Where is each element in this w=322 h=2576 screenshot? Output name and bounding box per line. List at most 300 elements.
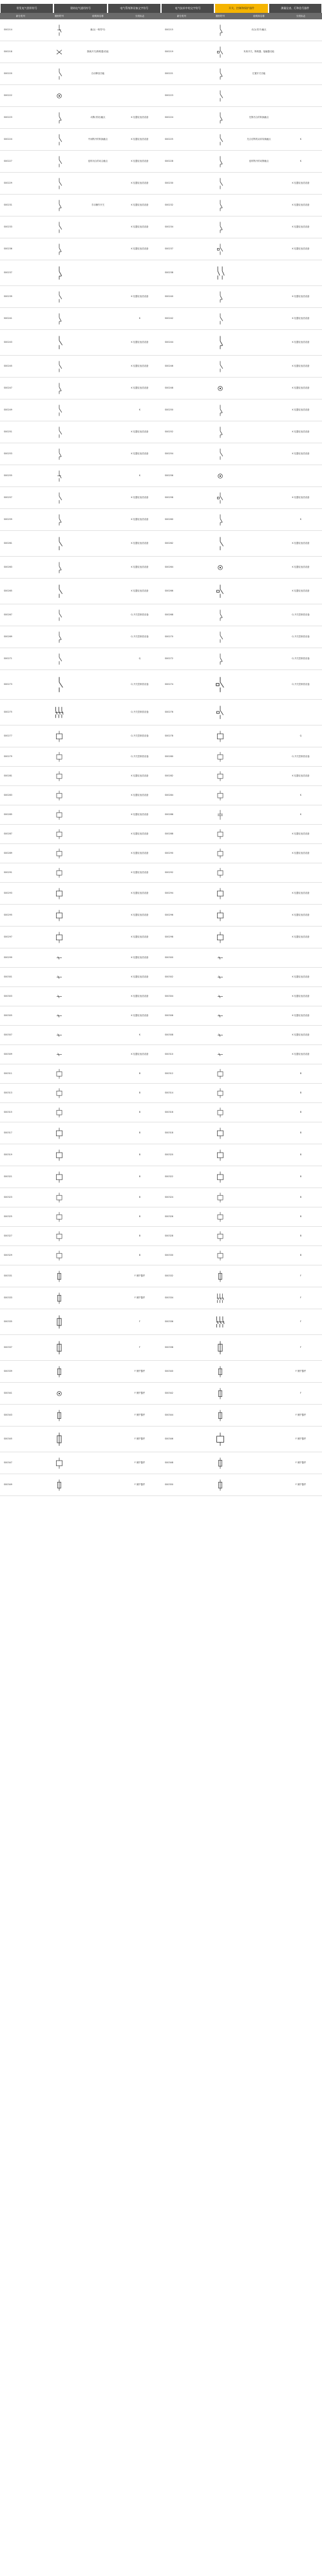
symbol-code-right: S00225	[165, 138, 173, 141]
symbol-code-left: S00269	[4, 635, 12, 639]
symbol-name-right	[238, 1227, 279, 1245]
symbol-code-left: S00241	[4, 317, 12, 320]
tab-2[interactable]: 电气系统和设备文字符号	[108, 4, 160, 13]
symbol-name-right	[238, 557, 279, 578]
symbol-code-left: S00243	[4, 341, 12, 344]
symbol-graphic-right	[202, 747, 238, 766]
symbol-code-right: S00318	[165, 1131, 173, 1135]
symbol-category-left: F	[139, 1346, 140, 1349]
symbol-graphic-left	[41, 1246, 77, 1265]
symbol-category-left: Q 开关控制类设备	[131, 755, 149, 758]
circle-dot-icon	[52, 1387, 66, 1400]
symbol-name-right	[238, 968, 279, 986]
symbol-category-right	[279, 41, 322, 62]
box-icon	[52, 1250, 66, 1261]
symbol-name-left	[77, 173, 118, 194]
symbol-graphic-right	[202, 1452, 238, 1474]
symbol-name-left	[77, 1227, 118, 1245]
box-icon	[52, 867, 66, 878]
symbol-category-right: Q 开关控制类设备	[292, 755, 310, 758]
table-row	[0, 85, 322, 107]
symbol-graphic-right	[202, 487, 238, 508]
symbol-graphic-left	[41, 107, 77, 128]
symbol-code-left: S00214	[4, 28, 12, 32]
symbol-category-right: K 仪器仪表类设备	[292, 430, 310, 434]
symbol-category-left: K 仪器仪表类设备	[131, 794, 149, 797]
box-icon	[213, 829, 227, 840]
symbol-name-left	[77, 805, 118, 824]
symbol-graphic-left	[41, 648, 77, 669]
symbol-category-left: K 仪器仪表类设备	[131, 1014, 149, 1017]
symbol-code-right: S00334	[165, 1296, 173, 1300]
table-row	[0, 107, 322, 129]
contact-open-icon	[52, 514, 66, 526]
symbol-code-right: S00326	[165, 1215, 173, 1218]
switch-open-icon	[52, 221, 66, 234]
symbol-graphic-right	[202, 330, 238, 355]
symbol-graphic-right	[202, 531, 238, 556]
symbol-category-right: Q 开关控制类设备	[292, 635, 310, 639]
symbol-graphic-right	[202, 1227, 238, 1245]
symbol-graphic-right	[202, 1287, 238, 1309]
symbol-name-right	[238, 1122, 279, 1144]
fuse-icon	[52, 1292, 66, 1305]
symbol-name-left	[77, 1166, 118, 1187]
tab-3[interactable]: 电气技术中的文字符号	[162, 4, 214, 13]
symbol-name-left	[77, 747, 118, 766]
symbol-graphic-left	[41, 356, 77, 377]
symbol-table-body	[0, 19, 322, 2576]
symbol-code-right: S00219	[165, 50, 173, 53]
switch-open-icon	[52, 609, 66, 622]
symbol-code-right: S00306	[165, 1014, 173, 1017]
symbol-graphic-right	[202, 1144, 238, 1166]
contact-open-icon	[213, 221, 227, 234]
symbol-category-right: K 仪器仪表类设备	[292, 590, 310, 593]
symbol-name-left	[77, 1006, 118, 1025]
table-row	[0, 356, 322, 378]
symbol-category-left: K 仪器仪表类设备	[131, 832, 149, 836]
fuse-icon	[52, 1479, 66, 1492]
symbol-name-left	[77, 1309, 118, 1334]
box-icon	[52, 790, 66, 801]
symbol-name-right	[238, 1084, 279, 1102]
symbol-graphic-right	[202, 173, 238, 194]
symbol-name-right	[238, 1188, 279, 1207]
symbol-graphic-left	[41, 1026, 77, 1044]
table-row	[0, 1227, 322, 1246]
symbol-graphic-left	[41, 1006, 77, 1025]
symbol-category-right: F 保护器件	[295, 1461, 307, 1465]
table-row	[0, 1103, 322, 1122]
table-row	[0, 1026, 322, 1045]
symbol-category-left: K 仪器仪表类设备	[131, 138, 149, 141]
symbol-graphic-left	[41, 465, 77, 486]
fuse-icon	[213, 1340, 227, 1355]
symbol-name-right: 位置开关功能	[252, 72, 266, 75]
table-row	[0, 905, 322, 927]
symbol-name-right	[238, 85, 279, 106]
symbol-graphic-right	[202, 626, 238, 648]
symbol-category-right: F	[300, 1320, 301, 1323]
symbol-name-right	[238, 1064, 279, 1083]
symbol-graphic-left	[41, 330, 77, 355]
symbol-graphic-right	[202, 948, 238, 967]
symbol-graphic-left	[41, 927, 77, 948]
symbol-category-right: Q 开关控制类设备	[292, 613, 310, 617]
symbol-name-right	[238, 786, 279, 805]
symbol-code-right: S00322	[165, 1175, 173, 1178]
symbol-graphic-left	[41, 863, 77, 882]
tab-4[interactable]: 开关、控制和保护器件	[215, 4, 267, 13]
fuse-icon	[52, 1432, 66, 1447]
symbol-name-left	[77, 648, 118, 669]
symbol-category-left: F 保护器件	[134, 1370, 146, 1373]
symbol-category-right: B	[299, 1131, 302, 1135]
contact-open-icon	[213, 404, 227, 417]
symbol-name-left	[77, 579, 118, 604]
symbol-graphic-right	[202, 465, 238, 486]
switch-open-icon	[213, 448, 227, 461]
column-header: 分类标志	[135, 15, 145, 17]
symbol-name-right	[238, 1207, 279, 1226]
symbol-code-left: S00329	[4, 1254, 12, 1257]
symbol-graphic-left	[41, 1103, 77, 1122]
symbol-code-right: S00262	[165, 542, 173, 545]
symbol-category-left: B	[138, 1153, 141, 1157]
text-sym-icon	[213, 991, 227, 1002]
symbol-code-right: S00246	[165, 365, 173, 368]
table-row	[0, 260, 322, 286]
symbol-name-left	[77, 670, 118, 699]
table-row	[0, 1427, 322, 1452]
symbol-graphic-right	[202, 825, 238, 843]
symbol-category-left: K 仪器仪表类设备	[131, 976, 149, 979]
double-switch-icon	[213, 265, 227, 280]
symbol-code-left: S00321	[4, 1175, 12, 1178]
symbol-graphic-left	[41, 378, 77, 399]
symbol-code-left: S00291	[4, 871, 12, 874]
box-icon	[213, 887, 227, 900]
symbol-code-left: S00323	[4, 1196, 12, 1199]
fuse-icon	[52, 1340, 66, 1355]
symbol-name-left	[77, 1335, 118, 1360]
symbol-name-left	[77, 767, 118, 785]
symbol-name-left	[77, 557, 118, 578]
symbol-graphic-left	[41, 786, 77, 805]
symbol-code-left: S00343	[4, 1414, 12, 1417]
symbol-name-right	[238, 1474, 279, 1495]
symbol-category-left: B	[138, 1235, 141, 1238]
tab-0[interactable]: 常见电气图形符号	[1, 4, 53, 13]
symbol-category-left: K	[138, 1033, 141, 1037]
symbol-category-left: K 仪器仪表类设备	[131, 226, 149, 229]
symbol-name-left	[77, 443, 118, 465]
contact-open-icon	[52, 265, 66, 280]
symbol-code-right: S00314	[165, 1091, 173, 1095]
symbol-code-right: S00346	[165, 1437, 173, 1441]
symbol-category-left: K 仪器仪表类设备	[131, 914, 149, 917]
symbol-category-right: B	[299, 1196, 302, 1199]
symbol-name-right	[238, 399, 279, 421]
symbol-category-right: K 仪器仪表类设备	[292, 892, 310, 895]
contact-open-icon	[52, 631, 66, 644]
switch-open-icon	[213, 360, 227, 373]
symbol-name-right	[238, 700, 279, 725]
symbol-name-right	[238, 531, 279, 556]
symbol-graphic-left	[41, 844, 77, 863]
symbol-category-right: B	[299, 1091, 302, 1095]
contact-open-icon	[52, 243, 66, 256]
symbol-code-right: S00260	[165, 518, 173, 521]
symbol-code-left: S00263	[4, 566, 12, 569]
symbol-code-right: S00338	[165, 1346, 173, 1349]
symbol-graphic-left	[41, 487, 77, 508]
symbol-name-right	[238, 1045, 279, 1064]
box-icon	[213, 1107, 227, 1118]
symbol-name-left	[77, 1084, 118, 1102]
symbol-graphic-right	[202, 286, 238, 307]
symbol-code-right: S00270	[165, 635, 173, 639]
symbol-name-right	[238, 195, 279, 216]
symbol-graphic-left	[41, 195, 77, 216]
symbol-graphic-left	[41, 216, 77, 238]
symbol-category-right: B	[299, 1153, 302, 1157]
multi-switch-icon	[52, 705, 66, 720]
symbol-graphic-right	[202, 1427, 238, 1452]
symbol-name-right	[238, 1103, 279, 1122]
box-icon	[213, 751, 227, 762]
symbol-name-right	[238, 1309, 279, 1334]
symbol-name-left	[77, 509, 118, 530]
symbol-code-right: S00308	[165, 1033, 173, 1037]
table-row	[0, 1474, 322, 1496]
symbol-name-left	[77, 286, 118, 307]
contact-open-icon	[213, 68, 227, 81]
symbol-graphic-right	[202, 844, 238, 863]
symbol-name-right	[238, 1246, 279, 1265]
switch-open-icon	[52, 335, 66, 350]
symbol-name-right: 延时断开的动断触点	[249, 160, 269, 163]
symbol-name-left	[77, 1452, 118, 1474]
symbol-category-left: B	[138, 1091, 141, 1095]
symbol-category-left: Q 开关控制类设备	[131, 683, 149, 686]
symbol-name-right	[238, 1361, 279, 1382]
symbol-category-right: K 仪器仪表类设备	[292, 365, 310, 368]
box-icon	[52, 751, 66, 762]
symbol-graphic-left	[41, 531, 77, 556]
tab-5[interactable]: 测量仪表、灯和信号器件	[269, 4, 321, 13]
symbol-code-right: S00298	[165, 936, 173, 939]
symbol-category-right: K 仪器仪表类设备	[292, 542, 310, 545]
symbol-graphic-left	[41, 1084, 77, 1102]
symbol-name-left	[77, 1103, 118, 1122]
symbol-category-right: K 仪器仪表类设备	[292, 295, 310, 298]
box-icon	[213, 867, 227, 878]
fuse-icon	[52, 1314, 66, 1329]
symbol-code-right: S00320	[165, 1153, 173, 1157]
symbol-name-left	[77, 927, 118, 948]
symbol-graphic-left	[41, 604, 77, 626]
box-icon	[52, 1231, 66, 1242]
symbol-graphic-right	[202, 726, 238, 747]
symbol-category-right: K	[299, 138, 302, 141]
symbol-category-right: F	[300, 1392, 301, 1395]
table-row	[0, 1361, 322, 1383]
symbol-category-left: Q 开关控制类设备	[131, 635, 149, 639]
symbol-code-right: S00294	[165, 892, 173, 895]
cross-contact-icon	[52, 470, 66, 483]
box-icon	[213, 1192, 227, 1203]
tab-1[interactable]: 建筑电气通用符号	[54, 4, 106, 13]
symbol-code-left: S00303	[4, 995, 12, 998]
symbol-code-left: S00299	[4, 956, 12, 959]
contact-open-icon	[52, 312, 66, 325]
switch-open-icon	[52, 291, 66, 303]
symbol-category-right: K	[299, 794, 302, 797]
symbol-code-right: S00215	[165, 28, 173, 32]
symbol-graphic-left	[41, 1405, 77, 1426]
switch-open-icon	[52, 360, 66, 373]
box-icon	[213, 1211, 227, 1222]
symbol-graphic-right	[202, 151, 238, 172]
symbol-code-right: S00248	[165, 387, 173, 390]
symbol-name-right	[238, 648, 279, 669]
table-row	[0, 308, 322, 330]
symbol-graphic-left	[41, 443, 77, 465]
text-sym-icon	[52, 972, 66, 983]
box-icon	[213, 848, 227, 859]
symbol-name-left	[77, 948, 118, 967]
symbol-graphic-right	[202, 883, 238, 904]
table-row	[0, 1246, 322, 1265]
symbol-category-right	[279, 700, 322, 725]
symbol-graphic-right	[202, 1405, 238, 1426]
symbol-code-left: S00218	[4, 50, 12, 53]
symbol-graphic-right	[202, 85, 238, 106]
symbol-category-right: Q 开关控制类设备	[292, 657, 310, 660]
symbol-category-right: K 仪器仪表类设备	[292, 1014, 310, 1017]
symbol-code-right: S00232	[165, 204, 173, 207]
symbol-name-right	[238, 330, 279, 355]
symbol-code-left: S00341	[4, 1392, 12, 1395]
symbol-name-right	[238, 356, 279, 377]
table-row	[0, 330, 322, 356]
symbol-graphic-right	[202, 129, 238, 150]
switch-open-icon	[52, 584, 66, 599]
symbol-name-right	[238, 905, 279, 926]
symbol-graphic-right	[202, 1265, 238, 1287]
symbol-name-right	[238, 1383, 279, 1404]
symbol-name-left	[77, 1405, 118, 1426]
symbol-graphic-left	[41, 626, 77, 648]
symbol-category-right: K 仪器仪表类设备	[292, 566, 310, 569]
symbol-name-left	[77, 700, 118, 725]
symbol-graphic-left	[41, 19, 77, 41]
fuse-icon	[213, 1365, 227, 1378]
box-icon	[213, 1149, 227, 1162]
symbol-name-right	[238, 173, 279, 194]
symbol-code-left: S00251	[4, 430, 12, 434]
symbol-graphic-left	[41, 260, 77, 285]
symbol-category-left: K 仪器仪表类设备	[131, 160, 149, 163]
column-header: 说明和名称	[253, 15, 265, 17]
symbol-category-right	[279, 107, 322, 128]
symbol-name-right	[238, 1265, 279, 1287]
table-row	[0, 1188, 322, 1207]
table-row	[0, 286, 322, 308]
symbol-graphic-right	[202, 557, 238, 578]
symbol-name-left	[77, 863, 118, 882]
symbol-graphic-left	[41, 1452, 77, 1474]
contact-open-icon	[52, 199, 66, 212]
symbol-category-left: K 仪器仪表类设备	[131, 936, 149, 939]
symbol-graphic-right	[202, 579, 238, 604]
symbol-category-right: K	[299, 813, 302, 816]
symbol-name-left	[77, 883, 118, 904]
symbol-graphic-left	[41, 1166, 77, 1187]
fuse-icon	[213, 1387, 227, 1400]
symbol-category-left: F 保护器件	[134, 1483, 146, 1486]
symbol-name-left	[77, 1265, 118, 1287]
symbol-category-right: B	[299, 1254, 302, 1257]
symbol-category-right: K	[299, 160, 302, 163]
fuse-icon	[52, 1365, 66, 1378]
symbol-code-left: S00229	[4, 182, 12, 185]
symbol-category-left: K	[138, 317, 141, 320]
table-row	[0, 41, 322, 63]
symbol-name-left	[77, 421, 118, 443]
symbol-category-right: K 仪器仪表类设备	[292, 832, 310, 836]
symbol-name-left	[77, 1207, 118, 1226]
symbol-code-left: S00317	[4, 1131, 12, 1135]
symbol-code-left: S00307	[4, 1033, 12, 1037]
symbol-code-left: S00313	[4, 1091, 12, 1095]
symbol-graphic-left	[41, 1427, 77, 1452]
symbol-graphic-left	[41, 726, 77, 747]
symbol-code-left: S00249	[4, 409, 12, 412]
table-row	[0, 1287, 322, 1309]
symbol-name-left	[77, 905, 118, 926]
column-header: 新分类号	[176, 15, 187, 17]
symbol-name-left: 延时闭合的动合触点	[88, 160, 108, 163]
symbol-category-left: K 仪器仪表类设备	[131, 247, 149, 251]
symbol-graphic-left	[41, 579, 77, 604]
symbol-graphic-left	[41, 1474, 77, 1495]
symbol-name-left	[77, 844, 118, 863]
symbol-name-left	[77, 330, 118, 355]
symbol-code-left: S00333	[4, 1296, 12, 1300]
text-sym-icon	[213, 972, 227, 983]
switch-open-icon	[213, 631, 227, 644]
symbol-code-left: S00279	[4, 755, 12, 758]
symbol-category-left: K 仪器仪表类设备	[131, 204, 149, 207]
symbol-code-left: S00335	[4, 1320, 12, 1323]
symbol-graphic-left	[41, 905, 77, 926]
symbol-code-left: S00339	[4, 1370, 12, 1373]
symbol-category-right	[279, 465, 322, 486]
symbol-graphic-right	[202, 905, 238, 926]
symbol-name-left	[77, 1361, 118, 1382]
symbol-category-right: K 仪器仪表类设备	[292, 247, 310, 251]
symbol-graphic-right	[202, 356, 238, 377]
symbol-name-left: 中间断开的转换触点	[88, 138, 108, 141]
symbol-code-right: S00228	[165, 160, 173, 163]
symbol-code-left: S00273	[4, 683, 12, 686]
symbol-code-left: S00222	[4, 94, 12, 97]
table-row	[0, 1045, 322, 1064]
symbol-name-right	[238, 1144, 279, 1166]
